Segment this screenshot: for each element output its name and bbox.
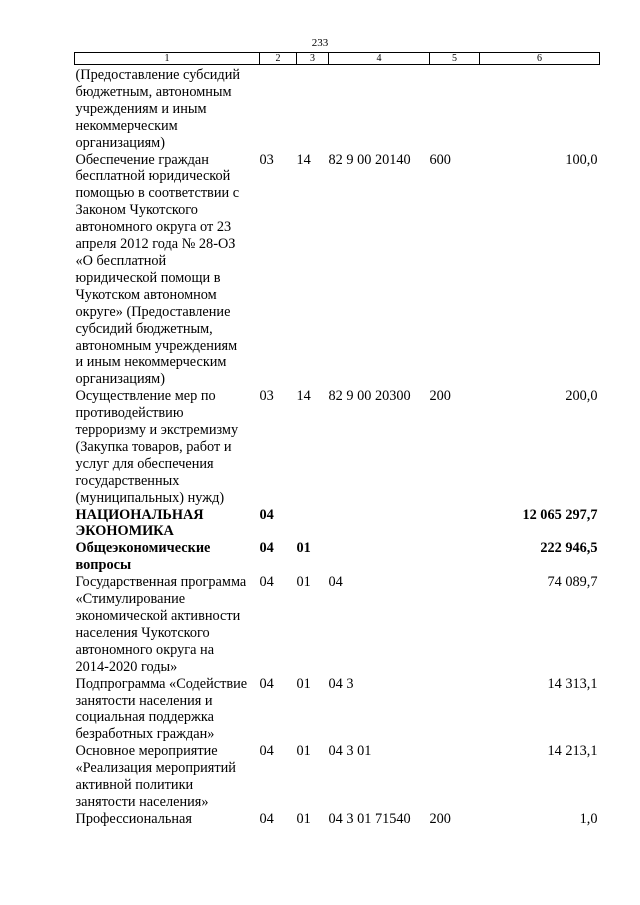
row-sum-cell: 100,0 bbox=[565, 151, 598, 168]
row-subsection-cell: 01 bbox=[296, 675, 311, 692]
table-row bbox=[75, 540, 600, 574]
row-target-article-cell bbox=[329, 540, 430, 574]
row-expense-type-cell: 200 bbox=[429, 810, 451, 827]
row-name-cell: Подпрограмма «Содействие занятости населения и социальная поддержка безработных граждан» bbox=[75, 675, 248, 743]
row-section-cell: 04 bbox=[259, 675, 274, 692]
row-name-cell: Общеэкономические вопросы bbox=[75, 540, 211, 574]
row-name-cell: Основное мероприятие «Реализация мероприятий активной политики занятости населения» bbox=[75, 743, 236, 810]
row-expense-type-cell bbox=[430, 65, 480, 152]
header-col-3: 3 bbox=[297, 53, 329, 65]
row-expense-type-cell bbox=[430, 507, 480, 541]
row-subsection-cell bbox=[297, 65, 329, 152]
row-name-cell: НАЦИОНАЛЬНАЯ ЭКОНОМИКА bbox=[75, 506, 204, 540]
table-row bbox=[75, 676, 600, 744]
row-section-cell: 03 bbox=[259, 151, 274, 168]
row-name-cell: Государственная программа «Стимулирование экономической активности населения Чукотского автономного округа на 2014-2020 годы» bbox=[75, 574, 247, 675]
row-target-article-cell: 04 3 01 71540 bbox=[328, 810, 411, 827]
row-expense-type-cell bbox=[430, 743, 480, 811]
row-subsection-cell: 14 bbox=[296, 151, 311, 168]
header-col-4: 4 bbox=[329, 53, 430, 65]
row-subsection-cell: 01 bbox=[296, 810, 311, 827]
header-col-2: 2 bbox=[260, 53, 297, 65]
table-row bbox=[75, 388, 600, 506]
row-target-article-cell: 82 9 00 20300 bbox=[328, 388, 411, 405]
column-number-header bbox=[75, 53, 600, 65]
row-name-cell: Обеспечение граждан бесплатной юридической помощью в соответствии с Законом Чукотского автономного округа от 23 апреля 2012 года № 28-ОЗ «О бесплатной юридической помощи в Чукотском автономном округе» (Предоставление субсидий бюджетным, автономным учреждениям и иным некоммерческим организациям) bbox=[75, 151, 240, 388]
table-row bbox=[75, 152, 600, 389]
table-row bbox=[75, 743, 600, 811]
row-subsection-cell: 01 bbox=[296, 743, 311, 760]
row-target-article-cell: 04 3 01 bbox=[328, 743, 372, 760]
row-expense-type-cell bbox=[430, 540, 480, 574]
row-target-article-cell: 04 bbox=[328, 574, 343, 591]
table-row bbox=[75, 811, 600, 828]
table-row bbox=[75, 65, 600, 152]
row-expense-type-cell bbox=[430, 676, 480, 744]
page-number: 233 bbox=[311, 37, 329, 49]
row-expense-type-cell: 600 bbox=[429, 151, 451, 168]
row-sum-cell: 222 946,5 bbox=[540, 540, 598, 557]
row-section-cell: 04 bbox=[259, 574, 274, 591]
row-section-cell: 04 bbox=[259, 540, 274, 557]
budget-table bbox=[74, 52, 600, 828]
row-name-cell: (Предоставление субсидий бюджетным, автономным учреждениям и иным некоммерческим организациям) bbox=[75, 67, 241, 151]
row-subsection-cell bbox=[297, 507, 329, 541]
row-section-cell: 04 bbox=[259, 810, 274, 827]
row-sum-cell bbox=[480, 65, 600, 152]
row-section-cell: 04 bbox=[259, 743, 274, 760]
row-subsection-cell: 01 bbox=[296, 540, 311, 557]
row-sum-cell: 14 313,1 bbox=[547, 675, 598, 692]
row-expense-type-cell: 200 bbox=[429, 388, 451, 405]
row-sum-cell: 200,0 bbox=[565, 388, 598, 405]
table-body bbox=[75, 65, 600, 828]
row-subsection-cell: 14 bbox=[296, 388, 311, 405]
row-name-cell: Профессиональная bbox=[75, 810, 192, 827]
row-target-article-cell: 04 3 bbox=[328, 675, 354, 692]
row-sum-cell: 74 089,7 bbox=[547, 574, 598, 591]
header-col-6: 6 bbox=[480, 53, 600, 65]
row-sum-cell: 1,0 bbox=[579, 810, 598, 827]
row-name-cell: Осуществление мер по противодействию терроризму и экстремизму (Закупка товаров, работ и услуг для обеспечения государственных (муниципальных) нужд) bbox=[75, 388, 239, 506]
row-subsection-cell: 01 bbox=[296, 574, 311, 591]
row-target-article-cell bbox=[329, 507, 430, 541]
row-sum-cell: 14 213,1 bbox=[547, 743, 598, 760]
row-expense-type-cell bbox=[430, 574, 480, 675]
table-row bbox=[75, 507, 600, 541]
row-section-cell: 03 bbox=[259, 388, 274, 405]
row-target-article-cell: 82 9 00 20140 bbox=[328, 151, 411, 168]
row-section-cell bbox=[260, 65, 297, 152]
row-sum-cell: 12 065 297,7 bbox=[522, 506, 598, 523]
table-row bbox=[75, 574, 600, 675]
header-col-1: 1 bbox=[75, 53, 260, 65]
row-section-cell: 04 bbox=[259, 506, 274, 523]
header-col-5: 5 bbox=[430, 53, 480, 65]
row-target-article-cell bbox=[329, 65, 430, 152]
